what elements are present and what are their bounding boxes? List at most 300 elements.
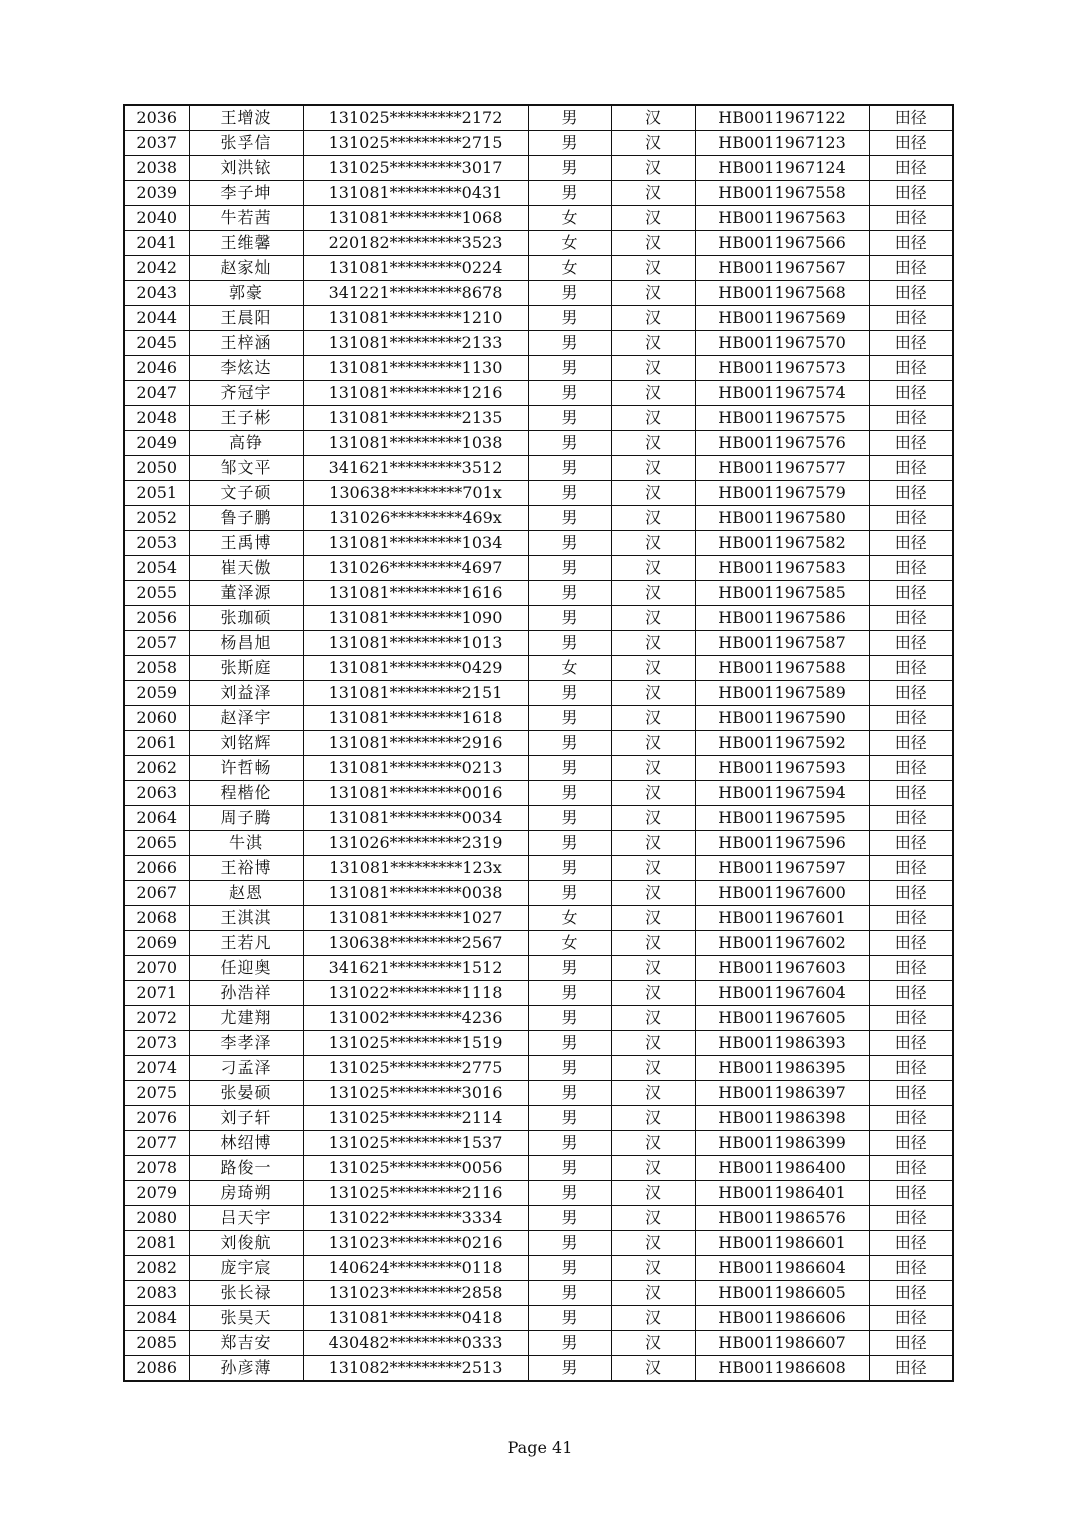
ethnicity-cell: 汉	[611, 1256, 695, 1281]
table-row	[124, 1031, 953, 1056]
name-cell: 张长禄	[189, 1281, 303, 1306]
gender-cell: 女	[528, 931, 611, 956]
table-row	[124, 181, 953, 206]
id-number-cell: 131081*********0431	[303, 181, 528, 206]
registration-number-cell: HB0011967592	[695, 731, 869, 756]
sport-cell: 田径	[869, 1306, 953, 1331]
gender-cell: 男	[528, 331, 611, 356]
registration-number-cell: HB0011986401	[695, 1181, 869, 1206]
table-row	[124, 556, 953, 581]
registration-number-cell: HB0011986576	[695, 1206, 869, 1231]
name-cell: 尤建翔	[189, 1006, 303, 1031]
sport-cell: 田径	[869, 1281, 953, 1306]
table-row	[124, 306, 953, 331]
table-row	[124, 281, 953, 306]
gender-cell: 男	[528, 1256, 611, 1281]
registration-number-cell: HB0011967585	[695, 581, 869, 606]
sport-cell: 田径	[869, 931, 953, 956]
registration-number-cell: HB0011967563	[695, 206, 869, 231]
ethnicity-cell: 汉	[611, 781, 695, 806]
name-cell: 刘洪铱	[189, 156, 303, 181]
id-number-cell: 131025*********3016	[303, 1081, 528, 1106]
ethnicity-cell: 汉	[611, 1056, 695, 1081]
seq-number-cell: 2048	[124, 406, 189, 431]
ethnicity-cell: 汉	[611, 606, 695, 631]
sport-cell: 田径	[869, 506, 953, 531]
gender-cell: 男	[528, 456, 611, 481]
table-row	[124, 881, 953, 906]
gender-cell: 男	[528, 1331, 611, 1356]
sport-cell: 田径	[869, 381, 953, 406]
ethnicity-cell: 汉	[611, 1356, 695, 1382]
seq-number-cell: 2081	[124, 1231, 189, 1256]
id-number-cell: 131081*********0038	[303, 881, 528, 906]
sport-cell: 田径	[869, 1156, 953, 1181]
id-number-cell: 131081*********1034	[303, 531, 528, 556]
name-cell: 王子彬	[189, 406, 303, 431]
seq-number-cell: 2040	[124, 206, 189, 231]
table-row	[124, 1256, 953, 1281]
registration-number-cell: HB0011967566	[695, 231, 869, 256]
gender-cell: 男	[528, 1031, 611, 1056]
name-cell: 张孚信	[189, 131, 303, 156]
id-number-cell: 131081*********1616	[303, 581, 528, 606]
table-row	[124, 1056, 953, 1081]
seq-number-cell: 2063	[124, 781, 189, 806]
gender-cell: 男	[528, 681, 611, 706]
gender-cell: 男	[528, 1081, 611, 1106]
seq-number-cell: 2053	[124, 531, 189, 556]
registration-number-cell: HB0011967573	[695, 356, 869, 381]
ethnicity-cell: 汉	[611, 356, 695, 381]
seq-number-cell: 2043	[124, 281, 189, 306]
sport-cell: 田径	[869, 231, 953, 256]
registration-number-cell: HB0011986395	[695, 1056, 869, 1081]
ethnicity-cell: 汉	[611, 231, 695, 256]
seq-number-cell: 2039	[124, 181, 189, 206]
gender-cell: 男	[528, 156, 611, 181]
id-number-cell: 131025*********2775	[303, 1056, 528, 1081]
sport-cell: 田径	[869, 181, 953, 206]
sport-cell: 田径	[869, 131, 953, 156]
name-cell: 刘子轩	[189, 1106, 303, 1131]
table-row	[124, 331, 953, 356]
seq-number-cell: 2038	[124, 156, 189, 181]
sport-cell: 田径	[869, 556, 953, 581]
gender-cell: 男	[528, 1181, 611, 1206]
table-row	[124, 606, 953, 631]
sport-cell: 田径	[869, 731, 953, 756]
table-row	[124, 431, 953, 456]
gender-cell: 男	[528, 556, 611, 581]
sport-cell: 田径	[869, 331, 953, 356]
name-cell: 王裕博	[189, 856, 303, 881]
sport-cell: 田径	[869, 906, 953, 931]
id-number-cell: 131081*********1013	[303, 631, 528, 656]
name-cell: 鲁子鹏	[189, 506, 303, 531]
ethnicity-cell: 汉	[611, 1281, 695, 1306]
registration-number-cell: HB0011967604	[695, 981, 869, 1006]
registration-number-cell: HB0011967576	[695, 431, 869, 456]
registration-number-cell: HB0011986397	[695, 1081, 869, 1106]
table-row	[124, 1131, 953, 1156]
name-cell: 王增波	[189, 105, 303, 131]
table-row	[124, 631, 953, 656]
seq-number-cell: 2047	[124, 381, 189, 406]
registration-number-cell: HB0011967596	[695, 831, 869, 856]
ethnicity-cell: 汉	[611, 156, 695, 181]
seq-number-cell: 2059	[124, 681, 189, 706]
sport-cell: 田径	[869, 306, 953, 331]
sport-cell: 田径	[869, 1206, 953, 1231]
table-row	[124, 781, 953, 806]
gender-cell: 男	[528, 881, 611, 906]
table-row	[124, 156, 953, 181]
id-number-cell: 130638*********2567	[303, 931, 528, 956]
ethnicity-cell: 汉	[611, 431, 695, 456]
ethnicity-cell: 汉	[611, 281, 695, 306]
gender-cell: 男	[528, 806, 611, 831]
table-row	[124, 856, 953, 881]
seq-number-cell: 2046	[124, 356, 189, 381]
table-row	[124, 1081, 953, 1106]
name-cell: 张斯庭	[189, 656, 303, 681]
seq-number-cell: 2071	[124, 981, 189, 1006]
name-cell: 赵家灿	[189, 256, 303, 281]
table-row	[124, 681, 953, 706]
id-number-cell: 341621*********1512	[303, 956, 528, 981]
ethnicity-cell: 汉	[611, 1031, 695, 1056]
sport-cell: 田径	[869, 806, 953, 831]
seq-number-cell: 2069	[124, 931, 189, 956]
id-number-cell: 131082*********2513	[303, 1356, 528, 1382]
registration-number-cell: HB0011967124	[695, 156, 869, 181]
registration-number-cell: HB0011967580	[695, 506, 869, 531]
sport-cell: 田径	[869, 1106, 953, 1131]
name-cell: 王梓涵	[189, 331, 303, 356]
name-cell: 房琦朔	[189, 1181, 303, 1206]
name-cell: 庞宇宸	[189, 1256, 303, 1281]
registration-number-cell: HB0011967590	[695, 706, 869, 731]
ethnicity-cell: 汉	[611, 881, 695, 906]
gender-cell: 男	[528, 481, 611, 506]
table-row	[124, 1206, 953, 1231]
gender-cell: 男	[528, 131, 611, 156]
id-number-cell: 131025*********0056	[303, 1156, 528, 1181]
ethnicity-cell: 汉	[611, 1006, 695, 1031]
id-number-cell: 131081*********0016	[303, 781, 528, 806]
name-cell: 王禹博	[189, 531, 303, 556]
table-row	[124, 1281, 953, 1306]
registration-number-cell: HB0011967594	[695, 781, 869, 806]
seq-number-cell: 2067	[124, 881, 189, 906]
gender-cell: 男	[528, 856, 611, 881]
sport-cell: 田径	[869, 156, 953, 181]
gender-cell: 男	[528, 1006, 611, 1031]
name-cell: 高铮	[189, 431, 303, 456]
name-cell: 赵恩	[189, 881, 303, 906]
name-cell: 张晏硕	[189, 1081, 303, 1106]
seq-number-cell: 2086	[124, 1356, 189, 1382]
table-row	[124, 256, 953, 281]
seq-number-cell: 2075	[124, 1081, 189, 1106]
sport-cell: 田径	[869, 581, 953, 606]
table-row	[124, 956, 953, 981]
seq-number-cell: 2085	[124, 1331, 189, 1356]
table-row	[124, 105, 953, 131]
seq-number-cell: 2056	[124, 606, 189, 631]
table-row	[124, 656, 953, 681]
ethnicity-cell: 汉	[611, 1331, 695, 1356]
id-number-cell: 131022*********3334	[303, 1206, 528, 1231]
name-cell: 刘铭辉	[189, 731, 303, 756]
gender-cell: 男	[528, 981, 611, 1006]
seq-number-cell: 2049	[124, 431, 189, 456]
id-number-cell: 131081*********0224	[303, 256, 528, 281]
sport-cell: 田径	[869, 1256, 953, 1281]
seq-number-cell: 2076	[124, 1106, 189, 1131]
sport-cell: 田径	[869, 606, 953, 631]
gender-cell: 男	[528, 581, 611, 606]
id-number-cell: 131081*********1618	[303, 706, 528, 731]
sport-cell: 田径	[869, 456, 953, 481]
table-row	[124, 356, 953, 381]
registration-number-cell: HB0011986608	[695, 1356, 869, 1382]
sport-cell: 田径	[869, 856, 953, 881]
name-cell: 董泽源	[189, 581, 303, 606]
registration-number-cell: HB0011967570	[695, 331, 869, 356]
id-number-cell: 131081*********1090	[303, 606, 528, 631]
sport-cell: 田径	[869, 981, 953, 1006]
id-number-cell: 131081*********1027	[303, 906, 528, 931]
seq-number-cell: 2083	[124, 1281, 189, 1306]
seq-number-cell: 2052	[124, 506, 189, 531]
id-number-cell: 131081*********1038	[303, 431, 528, 456]
ethnicity-cell: 汉	[611, 206, 695, 231]
id-number-cell: 131026*********2319	[303, 831, 528, 856]
gender-cell: 男	[528, 831, 611, 856]
ethnicity-cell: 汉	[611, 1231, 695, 1256]
seq-number-cell: 2073	[124, 1031, 189, 1056]
seq-number-cell: 2082	[124, 1256, 189, 1281]
seq-number-cell: 2064	[124, 806, 189, 831]
id-number-cell: 131025*********2114	[303, 1106, 528, 1131]
name-cell: 刘俊航	[189, 1231, 303, 1256]
registration-number-cell: HB0011967589	[695, 681, 869, 706]
registration-number-cell: HB0011967577	[695, 456, 869, 481]
id-number-cell: 131081*********0034	[303, 806, 528, 831]
sport-cell: 田径	[869, 1131, 953, 1156]
ethnicity-cell: 汉	[611, 406, 695, 431]
name-cell: 文子硕	[189, 481, 303, 506]
registration-number-cell: HB0011967582	[695, 531, 869, 556]
table-row	[124, 906, 953, 931]
seq-number-cell: 2041	[124, 231, 189, 256]
name-cell: 任迎奥	[189, 956, 303, 981]
name-cell: 李炫达	[189, 356, 303, 381]
id-number-cell: 130638*********701x	[303, 481, 528, 506]
id-number-cell: 131081*********2135	[303, 406, 528, 431]
id-number-cell: 131025*********1537	[303, 1131, 528, 1156]
registration-number-cell: HB0011967123	[695, 131, 869, 156]
ethnicity-cell: 汉	[611, 1081, 695, 1106]
gender-cell: 男	[528, 1156, 611, 1181]
registration-number-cell: HB0011967568	[695, 281, 869, 306]
seq-number-cell: 2079	[124, 1181, 189, 1206]
gender-cell: 男	[528, 506, 611, 531]
ethnicity-cell: 汉	[611, 706, 695, 731]
id-number-cell: 131026*********469x	[303, 506, 528, 531]
seq-number-cell: 2080	[124, 1206, 189, 1231]
id-number-cell: 131081*********1068	[303, 206, 528, 231]
seq-number-cell: 2060	[124, 706, 189, 731]
sport-cell: 田径	[869, 356, 953, 381]
registration-number-cell: HB0011986399	[695, 1131, 869, 1156]
id-number-cell: 131023*********0216	[303, 1231, 528, 1256]
seq-number-cell: 2072	[124, 1006, 189, 1031]
id-number-cell: 341621*********3512	[303, 456, 528, 481]
seq-number-cell: 2045	[124, 331, 189, 356]
registration-number-cell: HB0011986398	[695, 1106, 869, 1131]
seq-number-cell: 2066	[124, 856, 189, 881]
name-cell: 齐冠宇	[189, 381, 303, 406]
ethnicity-cell: 汉	[611, 906, 695, 931]
seq-number-cell: 2078	[124, 1156, 189, 1181]
ethnicity-cell: 汉	[611, 456, 695, 481]
gender-cell: 男	[528, 181, 611, 206]
table-row	[124, 531, 953, 556]
seq-number-cell: 2068	[124, 906, 189, 931]
id-number-cell: 131081*********1130	[303, 356, 528, 381]
gender-cell: 男	[528, 306, 611, 331]
roster-body	[124, 105, 953, 1381]
ethnicity-cell: 汉	[611, 1306, 695, 1331]
id-number-cell: 131025*********3017	[303, 156, 528, 181]
sport-cell: 田径	[869, 1081, 953, 1106]
name-cell: 崔天傲	[189, 556, 303, 581]
sport-cell: 田径	[869, 1006, 953, 1031]
id-number-cell: 131081*********2916	[303, 731, 528, 756]
name-cell: 孙彦薄	[189, 1356, 303, 1382]
sport-cell: 田径	[869, 781, 953, 806]
table-row	[124, 756, 953, 781]
name-cell: 杨昌旭	[189, 631, 303, 656]
gender-cell: 男	[528, 1356, 611, 1382]
registration-number-cell: HB0011986601	[695, 1231, 869, 1256]
gender-cell: 男	[528, 1231, 611, 1256]
table-row	[124, 1231, 953, 1256]
gender-cell: 男	[528, 531, 611, 556]
gender-cell: 男	[528, 781, 611, 806]
table-row	[124, 481, 953, 506]
roster-table	[123, 104, 954, 1382]
ethnicity-cell: 汉	[611, 631, 695, 656]
table-row	[124, 1106, 953, 1131]
gender-cell: 男	[528, 1056, 611, 1081]
gender-cell: 男	[528, 105, 611, 131]
registration-number-cell: HB0011967567	[695, 256, 869, 281]
gender-cell: 男	[528, 431, 611, 456]
registration-number-cell: HB0011967587	[695, 631, 869, 656]
name-cell: 李孝泽	[189, 1031, 303, 1056]
id-number-cell: 140624*********0118	[303, 1256, 528, 1281]
name-cell: 张昊天	[189, 1306, 303, 1331]
ethnicity-cell: 汉	[611, 756, 695, 781]
gender-cell: 男	[528, 706, 611, 731]
registration-number-cell: HB0011967588	[695, 656, 869, 681]
name-cell: 李子坤	[189, 181, 303, 206]
sport-cell: 田径	[869, 281, 953, 306]
ethnicity-cell: 汉	[611, 381, 695, 406]
seq-number-cell: 2084	[124, 1306, 189, 1331]
gender-cell: 男	[528, 1106, 611, 1131]
table-row	[124, 1006, 953, 1031]
ethnicity-cell: 汉	[611, 1206, 695, 1231]
registration-number-cell: HB0011967558	[695, 181, 869, 206]
ethnicity-cell: 汉	[611, 656, 695, 681]
id-number-cell: 220182*********3523	[303, 231, 528, 256]
registration-number-cell: HB0011967601	[695, 906, 869, 931]
sport-cell: 田径	[869, 105, 953, 131]
seq-number-cell: 2058	[124, 656, 189, 681]
registration-number-cell: HB0011986607	[695, 1331, 869, 1356]
name-cell: 牛淇	[189, 831, 303, 856]
registration-number-cell: HB0011967600	[695, 881, 869, 906]
table-row	[124, 206, 953, 231]
page-number: Page 41	[507, 1438, 573, 1457]
table-row	[124, 456, 953, 481]
name-cell: 赵泽宇	[189, 706, 303, 731]
sport-cell: 田径	[869, 956, 953, 981]
registration-number-cell: HB0011967583	[695, 556, 869, 581]
seq-number-cell: 2070	[124, 956, 189, 981]
table-row	[124, 981, 953, 1006]
ethnicity-cell: 汉	[611, 681, 695, 706]
gender-cell: 男	[528, 1131, 611, 1156]
name-cell: 郑吉安	[189, 1331, 303, 1356]
table-row	[124, 581, 953, 606]
id-number-cell: 131022*********1118	[303, 981, 528, 1006]
table-row	[124, 131, 953, 156]
ethnicity-cell: 汉	[611, 1106, 695, 1131]
ethnicity-cell: 汉	[611, 981, 695, 1006]
table-row	[124, 406, 953, 431]
ethnicity-cell: 汉	[611, 556, 695, 581]
table-row	[124, 381, 953, 406]
gender-cell: 男	[528, 406, 611, 431]
gender-cell: 男	[528, 1306, 611, 1331]
registration-number-cell: HB0011967602	[695, 931, 869, 956]
sport-cell: 田径	[869, 681, 953, 706]
registration-number-cell: HB0011967593	[695, 756, 869, 781]
gender-cell: 男	[528, 281, 611, 306]
ethnicity-cell: 汉	[611, 931, 695, 956]
name-cell: 吕天宇	[189, 1206, 303, 1231]
gender-cell: 男	[528, 731, 611, 756]
sport-cell: 田径	[869, 631, 953, 656]
table-row	[124, 1331, 953, 1356]
seq-number-cell: 2036	[124, 105, 189, 131]
ethnicity-cell: 汉	[611, 831, 695, 856]
table-row	[124, 231, 953, 256]
name-cell: 张珈硕	[189, 606, 303, 631]
name-cell: 林绍博	[189, 1131, 303, 1156]
name-cell: 王晨阳	[189, 306, 303, 331]
id-number-cell: 131081*********2151	[303, 681, 528, 706]
name-cell: 王若凡	[189, 931, 303, 956]
registration-number-cell: HB0011967575	[695, 406, 869, 431]
ethnicity-cell: 汉	[611, 506, 695, 531]
